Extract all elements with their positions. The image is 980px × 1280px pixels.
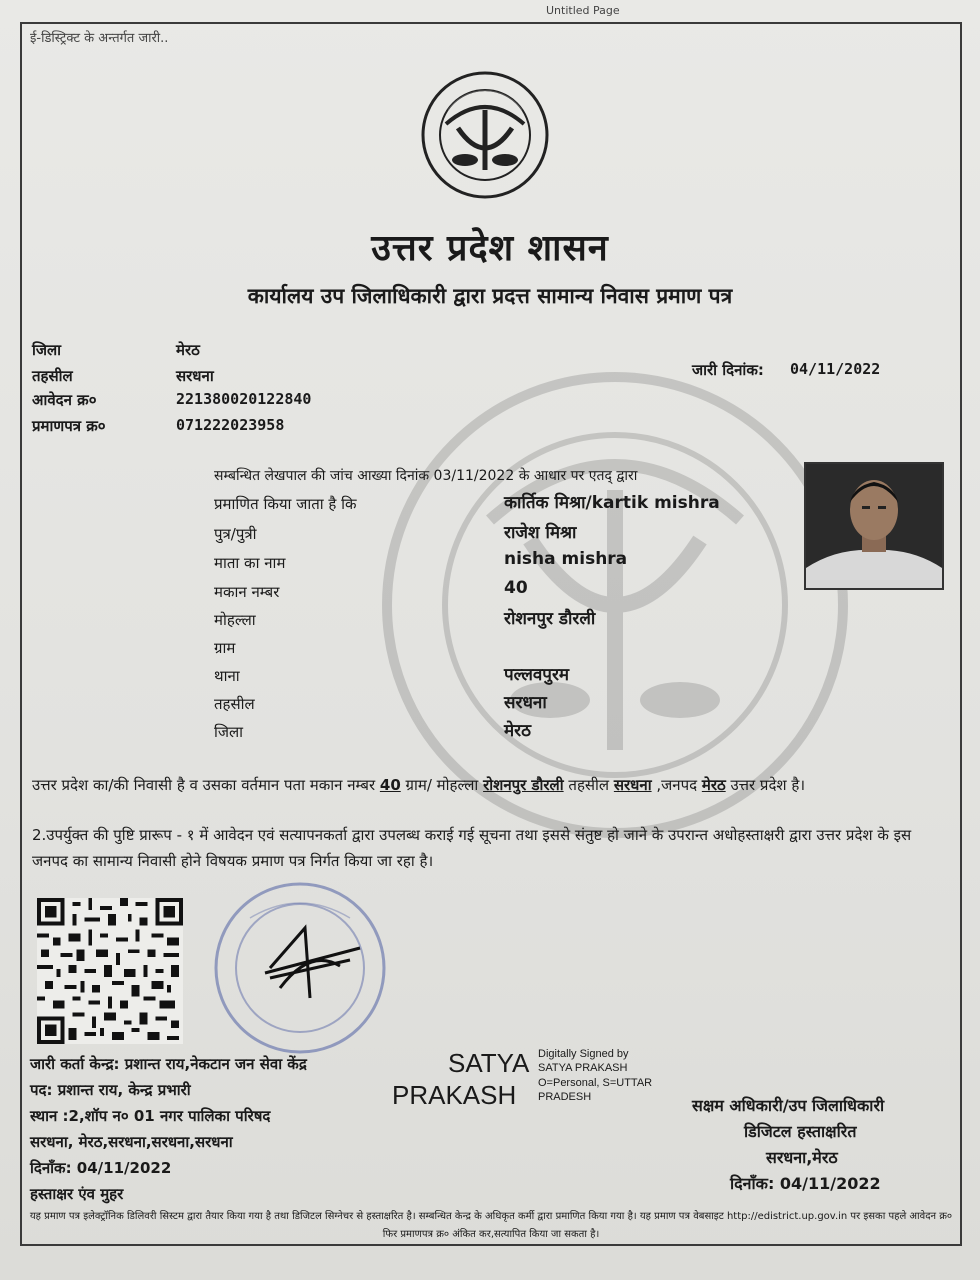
certificate-subtitle: कार्यालय उप जिलाधिकारी द्वारा प्रदत्त सामान्य निवास प्रमाण पत्र	[247, 284, 733, 308]
district-label: जिला	[32, 341, 62, 359]
detail-label-father: पुत्र/पुत्री	[214, 525, 257, 543]
qr-code	[36, 898, 184, 1044]
para1-text-1: उत्तर प्रदेश का/की निवासी है व उसका वर्तमान पता मकान नम्बर	[32, 776, 380, 794]
detail-value-mother: nisha mishra	[504, 549, 628, 569]
digital-sign-note-4: PRADESH	[538, 1091, 592, 1103]
tehsil-value: सरधना	[176, 367, 214, 385]
detail-value-locality: रोशनपुर डौरली	[504, 609, 596, 629]
issue-date-label: जारी दिनांक:	[692, 361, 764, 379]
residence-paragraph	[32, 772, 932, 798]
authority-date: दिनाँक: 04/11/2022	[730, 1174, 881, 1193]
issuing-place: स्थान :2,शॉप न० 01 नगर पालिका परिषद	[30, 1107, 271, 1125]
page-header: Untitled Page	[546, 4, 620, 17]
issuing-address: सरधना, मेरठ,सरधना,सरधना,सरधना	[30, 1133, 233, 1151]
certificate-number: 071222023958	[176, 416, 285, 434]
issued-under-note: ई-डिस्ट्रिक्ट के अन्तर्गत जारी..	[30, 31, 169, 46]
para1-text-5: उत्तर प्रदेश है।	[725, 776, 806, 794]
certificate-title: उत्तर प्रदेश शासन	[371, 228, 609, 269]
intro-line: सम्बन्धित लेखपाल की जांच आख्या दिनांक 03/11/2022 के आधार पर एतद् द्वारा	[214, 468, 638, 484]
digitally-signed-label: डिजिटल हस्ताक्षरित	[744, 1122, 857, 1141]
detail-value-father: राजेश मिश्रा	[504, 523, 577, 543]
detail-label-village: ग्राम	[214, 639, 236, 657]
para1-text-3: तहसील	[563, 776, 614, 794]
digital-sign-note-2: SATYA PRAKASH	[538, 1062, 628, 1074]
para1-text-2: ग्राम/ मोहल्ला	[400, 776, 484, 794]
para1-house-number: 40	[379, 776, 401, 794]
signature-and-seal-label: हस्ताक्षर एंव मुहर	[30, 1185, 124, 1203]
tehsil-label: तहसील	[32, 367, 73, 385]
issuing-center: जारी कर्ता केन्द्र: प्रशान्त राय,नेकटान जन सेवा केंद्र	[30, 1055, 307, 1073]
detail-label-locality: मोहल्ला	[214, 611, 256, 629]
digital-signer-name-2: PRAKASH	[392, 1080, 517, 1110]
watermark-emblem	[380, 370, 850, 840]
para1-locality: रोशनपुर डौरली	[483, 776, 564, 794]
detail-label-police-station: थाना	[214, 667, 240, 685]
detail-label-mother: माता का नाम	[214, 554, 286, 572]
detail-label-name: प्रमाणित किया जाता है कि	[214, 495, 357, 513]
para1-text-4: ,जनपद	[651, 776, 702, 794]
detail-value-district: मेरठ	[504, 721, 531, 741]
para1-tehsil: सरधना	[613, 776, 652, 794]
detail-value-name: कार्तिक मिश्रा/kartik mishra	[504, 493, 720, 513]
uttar-pradesh-emblem	[418, 70, 552, 200]
detail-label-district: जिला	[214, 723, 244, 741]
issue-date-value: 04/11/2022	[790, 360, 881, 378]
para1-district: मेरठ	[701, 776, 726, 794]
authority-location: सरधना,मेरठ	[766, 1148, 838, 1167]
official-stamp-seal	[210, 878, 390, 1058]
digital-sign-note-1: Digitally Signed by	[538, 1048, 629, 1060]
person-portrait-icon	[806, 464, 942, 588]
certificate-label: प्रमाणपत्र क्र०	[32, 417, 106, 435]
detail-value-police-station: पल्लवपुरम	[504, 665, 570, 685]
competent-authority: सक्षम अधिकारी/उप जिलाधिकारी	[692, 1096, 885, 1115]
application-number: 221380020122840	[176, 390, 312, 408]
detail-value-house: 40	[504, 578, 528, 598]
issuing-date: दिनाँक: 04/11/2022	[30, 1159, 172, 1177]
footnote: यह प्रमाण पत्र इलेक्ट्रॉनिक डिलिवरी सिस्टम द्वारा तैयार किया गया है तथा डिजिटल सिग्नेचर से हस्ताक्षरित है। सम्बन्धित केन्द्र के अधिकृत कर्मी द्वारा प्रमाणित किया गया है। यह प्रमाण पत्र वेबसाइट http://edistrict.up.gov.in पर इसका पहले आवेदन क्र० फिर प्रमाणपत्र क्र० अंकित कर,सत्यापित किया जा सकता है।	[29, 1211, 953, 1240]
digital-sign-note-3: O=Personal, S=UTTAR	[538, 1077, 653, 1089]
detail-value-tehsil: सरधना	[504, 693, 547, 713]
issuing-designation: पद: प्रशान्त राय, केन्द्र प्रभारी	[30, 1081, 191, 1099]
application-label: आवेदन क्र०	[32, 391, 97, 409]
detail-label-house: मकान नम्बर	[214, 583, 280, 601]
verification-paragraph: 2.उपर्युक्त की पुष्टि प्रारूप - १ में आवेदन एवं सत्यापनकर्ता द्वारा उपलब्ध कराई गई सूचना तथा इससे संतुष्ट हो जाने के उपरान्त अधोहस्ताक्षरी द्वारा उत्तर प्रदेश के इस जनपद का सामान्य निवासी होने विषयक प्रमाण पत्र निर्गत किया जा रहा है।	[32, 826, 912, 870]
applicant-photo	[804, 462, 944, 590]
digital-signer-name-1: SATYA	[448, 1048, 530, 1078]
district-value: मेरठ	[176, 341, 200, 359]
detail-label-tehsil: तहसील	[214, 695, 255, 713]
